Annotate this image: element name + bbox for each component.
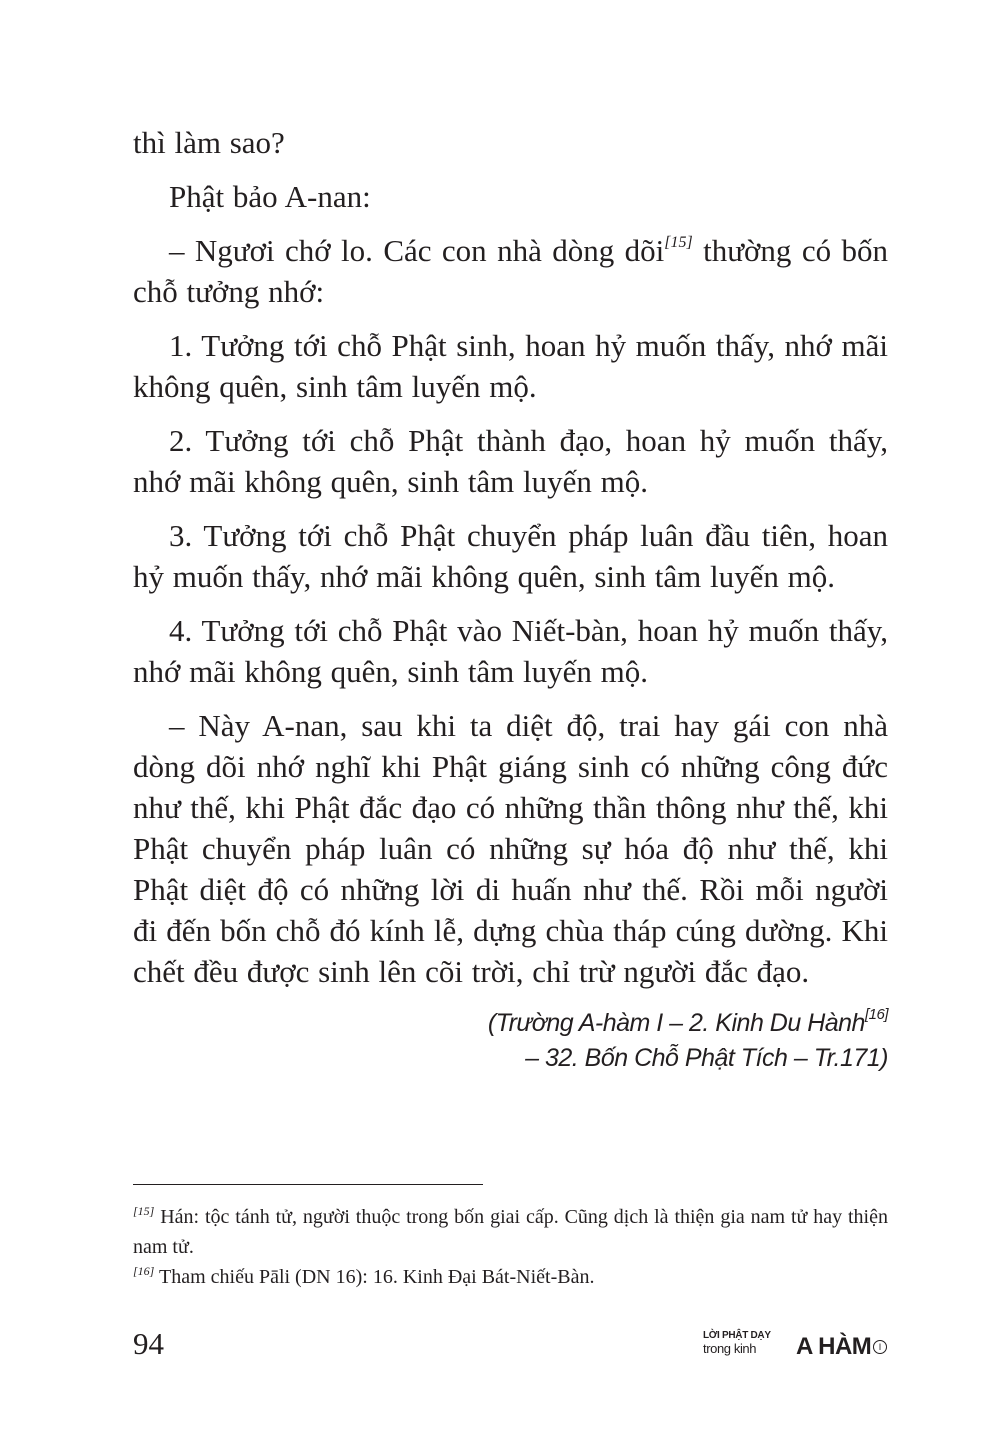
footnote-ref-15[interactable]: [15] <box>664 234 693 251</box>
footnote-16 <box>133 1262 888 1292</box>
paragraph-3-text-a: – Ngươi chớ lo. Các con nhà dòng dõi <box>169 233 665 268</box>
footnote-15 <box>133 1202 888 1262</box>
paragraph-8: – Này A-nan, sau khi ta diệt độ, trai hay gái con nhà dòng dõi nhớ nghĩ khi Phật giáng sinh có những công đức như thế, khi Phật đắc đạo có những thần thông như thế, khi Phật chuyển pháp luân có những sự hóa độ như thế, khi Phật diệt độ có những lời di huấn như thế. Rồi mỗi người đi đến bốn chỗ đó kính lễ, dựng chùa tháp cúng dường. Khi chết đều được sinh lên cõi trời, chỉ trừ người đắc đạo. <box>133 708 888 989</box>
footnote-16-text: Tham chiếu Pāli (DN 16): 16. Kinh Đại Bát-Niết-Bàn. <box>154 1266 595 1288</box>
brand-bottom-text: trong kinh <box>703 1341 757 1356</box>
brand-top-text: LỜI PHẬT DẠY <box>703 1330 771 1341</box>
paragraph-2: Phật bảo A-nan: <box>169 179 371 214</box>
citation-line-1 <box>133 1006 888 1041</box>
footnote-marker-16: [16] <box>133 1264 155 1278</box>
paragraph-4: 1. Tưởng tới chỗ Phật sinh, hoan hỷ muốn thấy, nhớ mãi không quên, sinh tâm luyến mộ. <box>133 328 888 404</box>
footnote-15-text: Hán: tộc tánh tử, người thuộc trong bốn giai cấp. Cũng dịch là thiện gia nam tử hay thiện nam tử. <box>133 1206 888 1258</box>
footnote-marker-15: [15] <box>133 1204 155 1218</box>
paragraph-3-text-b: thường có bốn chỗ tưởng nhớ: <box>133 233 888 309</box>
citation-line-1-text: (Trường A-hàm I – 2. Kinh Du Hành <box>487 1009 865 1037</box>
paragraph-1: thì làm sao? <box>133 125 285 160</box>
source-citation <box>133 1006 888 1076</box>
footnotes <box>133 1202 888 1292</box>
paragraph-3 <box>133 230 888 312</box>
citation-line-2: – 32. Bốn Chỗ Phật Tích – Tr.171) <box>525 1044 888 1072</box>
footnote-ref-16[interactable]: [16] <box>864 1006 888 1023</box>
paragraph-5: 2. Tưởng tới chỗ Phật thành đạo, hoan hỷ muốn thấy, nhớ mãi không quên, sinh tâm luyến mộ. <box>133 423 888 499</box>
footnote-divider <box>133 1184 483 1185</box>
body-text <box>133 122 888 1076</box>
page-number: 94 <box>133 1326 164 1361</box>
book-brand-logo <box>700 1330 890 1364</box>
paragraph-7: 4. Tưởng tới chỗ Phật vào Niết-bàn, hoan hỷ muốn thấy, nhớ mãi không quên, sinh tâm luyến mộ. <box>133 613 888 689</box>
volume-badge: I <box>873 1340 887 1354</box>
paragraph-6: 3. Tưởng tới chỗ Phật chuyển pháp luân đầu tiên, hoan hỷ muốn thấy, nhớ mãi không quên, sinh tâm luyến mộ. <box>133 518 888 594</box>
brand-title: A HÀM <box>796 1333 872 1360</box>
